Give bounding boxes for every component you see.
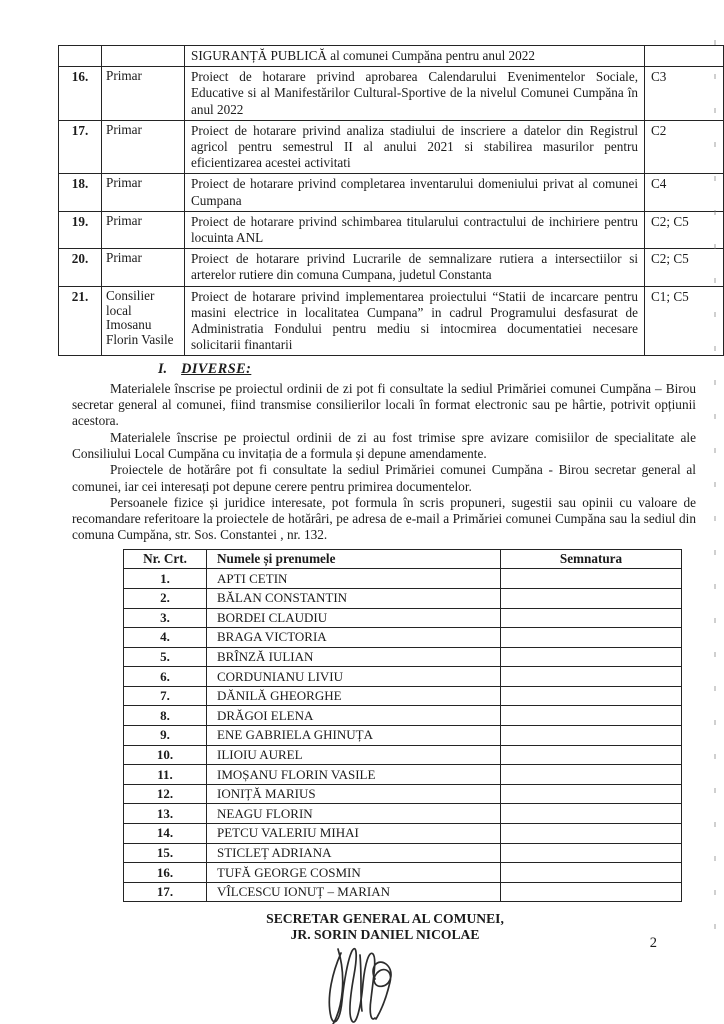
attendance-row bbox=[124, 726, 682, 746]
attendance-row-name: PETCU VALERIU MIHAI bbox=[207, 824, 501, 844]
attendance-row-number: 11. bbox=[124, 765, 207, 785]
attendance-row-name: BRAGA VICTORIA bbox=[207, 628, 501, 648]
agenda-row-initiator: Consilier local Imosanu Florin Vasile bbox=[102, 286, 185, 356]
agenda-row-initiator: Primar bbox=[102, 211, 185, 248]
attendance-row-number: 7. bbox=[124, 686, 207, 706]
attendance-row-number: 6. bbox=[124, 667, 207, 687]
diverse-heading bbox=[158, 361, 696, 377]
attendance-row-signature-cell bbox=[501, 863, 682, 883]
attendance-row-signature-cell bbox=[501, 628, 682, 648]
attendance-row-number: 13. bbox=[124, 804, 207, 824]
attendance-row-signature-cell bbox=[501, 784, 682, 804]
attendance-row-signature-cell bbox=[501, 686, 682, 706]
agenda-row-committee: C4 bbox=[645, 174, 724, 211]
agenda-row-committee: C2; C5 bbox=[645, 211, 724, 248]
diverse-paragraph: Materialele înscrise pe proiectul ordinii de zi au fost trimise spre avizare comisiilor de specialitate ale Consiliului Local Cumpăna cu invitația de a formula și depune amendamente. bbox=[72, 429, 696, 461]
agenda-row-description: Proiect de hotarare privind implementarea proiectului “Statii de incarcare pentru masini electrice in localitatea Cumpana” in cadrul Programului desfasurat de Administratia Fondului pentru mediu si intocmirea documentatiei necesare solicitarii finantarii bbox=[185, 286, 645, 356]
attendance-row-number: 2. bbox=[124, 588, 207, 608]
agenda-row-committee: C2 bbox=[645, 120, 724, 174]
attendance-row-signature-cell bbox=[501, 882, 682, 902]
attendance-row-number: 17. bbox=[124, 882, 207, 902]
agenda-row-committee: C1; C5 bbox=[645, 286, 724, 356]
attendance-row bbox=[124, 843, 682, 863]
attendance-row-number: 1. bbox=[124, 569, 207, 589]
attendance-row-name: ENE GABRIELA GHINUȚA bbox=[207, 726, 501, 746]
attendance-row-number: 10. bbox=[124, 745, 207, 765]
agenda-row-committee: C2; C5 bbox=[645, 249, 724, 286]
agenda-table-row bbox=[59, 120, 724, 174]
agenda-table-row bbox=[59, 286, 724, 356]
agenda-row-number: 21. bbox=[59, 286, 102, 356]
attendance-row bbox=[124, 765, 682, 785]
agenda-row-description: Proiect de hotarare privind completarea inventarului domeniului privat al comunei Cumpana bbox=[185, 174, 645, 211]
attendance-row-signature-cell bbox=[501, 726, 682, 746]
attendance-row bbox=[124, 686, 682, 706]
attendance-header-name: Numele și prenumele bbox=[207, 549, 501, 569]
attendance-row-number: 9. bbox=[124, 726, 207, 746]
attendance-row-signature-cell bbox=[501, 843, 682, 863]
attendance-row-signature-cell bbox=[501, 667, 682, 687]
agenda-row-number: 18. bbox=[59, 174, 102, 211]
agenda-table bbox=[58, 45, 724, 356]
agenda-row-initiator: Primar bbox=[102, 249, 185, 286]
attendance-header-signature: Semnatura bbox=[501, 549, 682, 569]
agenda-row-number bbox=[59, 46, 102, 67]
agenda-row-initiator: Primar bbox=[102, 174, 185, 211]
attendance-row-number: 15. bbox=[124, 843, 207, 863]
attendance-row-name: APTI CETIN bbox=[207, 569, 501, 589]
agenda-table-row bbox=[59, 174, 724, 211]
agenda-row-number: 16. bbox=[59, 67, 102, 121]
attendance-row-signature-cell bbox=[501, 765, 682, 785]
agenda-row-description: Proiect de hotarare privind aprobarea Calendarului Evenimentelor Sociale, Educative si al Manifestărilor Cultural-Sportive de la nivelul Comunei Cumpăna în anul 2022 bbox=[185, 67, 645, 121]
attendance-table bbox=[123, 549, 682, 903]
attendance-row-signature-cell bbox=[501, 745, 682, 765]
attendance-row-name: ILIOIU AUREL bbox=[207, 745, 501, 765]
scan-edge-artifact bbox=[714, 40, 716, 954]
page-number: 2 bbox=[649, 935, 657, 951]
attendance-row-signature-cell bbox=[501, 588, 682, 608]
attendance-row-signature-cell bbox=[501, 647, 682, 667]
agenda-row-committee: C3 bbox=[645, 67, 724, 121]
attendance-row bbox=[124, 784, 682, 804]
agenda-row-description: Proiect de hotarare privind schimbarea titularului contractului de inchiriere pentru locuinta ANL bbox=[185, 211, 645, 248]
attendance-row-signature-cell bbox=[501, 824, 682, 844]
attendance-row bbox=[124, 608, 682, 628]
agenda-row-number: 19. bbox=[59, 211, 102, 248]
attendance-row bbox=[124, 824, 682, 844]
attendance-row-name: STICLEȚ ADRIANA bbox=[207, 843, 501, 863]
attendance-row bbox=[124, 569, 682, 589]
attendance-row bbox=[124, 804, 682, 824]
attendance-row-number: 16. bbox=[124, 863, 207, 883]
attendance-row bbox=[124, 706, 682, 726]
attendance-row bbox=[124, 647, 682, 667]
attendance-row bbox=[124, 745, 682, 765]
attendance-row bbox=[124, 628, 682, 648]
attendance-row-name: IONIȚĂ MARIUS bbox=[207, 784, 501, 804]
agenda-row-description: SIGURANȚĂ PUBLICĂ al comunei Cumpăna pentru anul 2022 bbox=[185, 46, 645, 67]
agenda-table-row bbox=[59, 46, 724, 67]
agenda-row-committee bbox=[645, 46, 724, 67]
signature-block bbox=[0, 911, 724, 943]
attendance-row-signature-cell bbox=[501, 569, 682, 589]
attendance-row-signature-cell bbox=[501, 706, 682, 726]
attendance-header-row bbox=[124, 549, 682, 569]
secretary-name: JR. SORIN DANIEL NICOLAE bbox=[290, 927, 480, 943]
agenda-row-initiator bbox=[102, 46, 185, 67]
attendance-row-number: 3. bbox=[124, 608, 207, 628]
attendance-row-number: 8. bbox=[124, 706, 207, 726]
attendance-row bbox=[124, 863, 682, 883]
diverse-paragraphs bbox=[72, 381, 696, 544]
attendance-row-signature-cell bbox=[501, 608, 682, 628]
diverse-paragraph: Materialele înscrise pe proiectul ordinii de zi pot fi consultate la sediul Primăriei comunei Cumpăna – Birou secretar general al comunei, fiind transmise consilierilor locali în format electronic sau pe hârtie, potrivit opțiunii acestora. bbox=[72, 380, 696, 429]
attendance-row bbox=[124, 667, 682, 687]
attendance-row-number: 5. bbox=[124, 647, 207, 667]
agenda-row-initiator: Primar bbox=[102, 120, 185, 174]
attendance-row-name: DRĂGOI ELENA bbox=[207, 706, 501, 726]
attendance-row-name: VÎLCESCU IONUȚ – MARIAN bbox=[207, 882, 501, 902]
agenda-row-description: Proiect de hotarare privind analiza stadiului de inscriere a datelor din Registrul agricol pentru semestrul II al anului 2021 si stabilirea masurilor pentru eficientizarea acestei activitati bbox=[185, 120, 645, 174]
diverse-heading-number: I. bbox=[158, 361, 168, 378]
secretary-title: SECRETAR GENERAL AL COMUNEI, bbox=[266, 911, 504, 927]
agenda-row-number: 17. bbox=[59, 120, 102, 174]
agenda-row-initiator: Primar bbox=[102, 67, 185, 121]
attendance-row-number: 14. bbox=[124, 824, 207, 844]
attendance-row bbox=[124, 588, 682, 608]
diverse-paragraph: Persoanele fizice și juridice interesate, pot formula în scris propuneri, sugestii sau opinii cu valoare de recomandare referitoare la proiectele de hotărâri, pe adresa de e-mail a Primăriei comunei Cumpăna sau la sediul din comuna Cumpăna, str. Sos. Constantei , nr. 132. bbox=[72, 494, 696, 543]
agenda-table-row bbox=[59, 211, 724, 248]
attendance-row-name: DĂNILĂ GHEORGHE bbox=[207, 686, 501, 706]
agenda-table-row bbox=[59, 249, 724, 286]
attendance-row-name: CORDUNIANU LIVIU bbox=[207, 667, 501, 687]
attendance-row-signature-cell bbox=[501, 804, 682, 824]
attendance-row-name: IMOȘANU FLORIN VASILE bbox=[207, 765, 501, 785]
attendance-row-name: TUFĂ GEORGE COSMIN bbox=[207, 863, 501, 883]
agenda-row-number: 20. bbox=[59, 249, 102, 286]
attendance-row-number: 4. bbox=[124, 628, 207, 648]
agenda-table-row bbox=[59, 67, 724, 121]
diverse-paragraph: Proiectele de hotărâre pot fi consultate la sediul Primăriei comunei Cumpăna - Birou secretar general al comunei, iar cei interesați pot depune cerere pentru primirea documentelor. bbox=[72, 462, 696, 494]
attendance-row bbox=[124, 882, 682, 902]
diverse-heading-label: DIVERSE: bbox=[181, 361, 252, 378]
agenda-row-description: Proiect de hotarare privind Lucrarile de semnalizare rutiera a intersectiilor si arterelor rutiere din comuna Cumpana, judetul Constanta bbox=[185, 249, 645, 286]
handwritten-signature-image bbox=[316, 939, 402, 1024]
attendance-row-name: BORDEI CLAUDIU bbox=[207, 608, 501, 628]
diverse-section bbox=[72, 361, 696, 543]
attendance-header-nr: Nr. Crt. bbox=[124, 549, 207, 569]
attendance-row-name: BĂLAN CONSTANTIN bbox=[207, 588, 501, 608]
attendance-row-number: 12. bbox=[124, 784, 207, 804]
attendance-row-name: BRÎNZĂ IULIAN bbox=[207, 647, 501, 667]
attendance-row-name: NEAGU FLORIN bbox=[207, 804, 501, 824]
